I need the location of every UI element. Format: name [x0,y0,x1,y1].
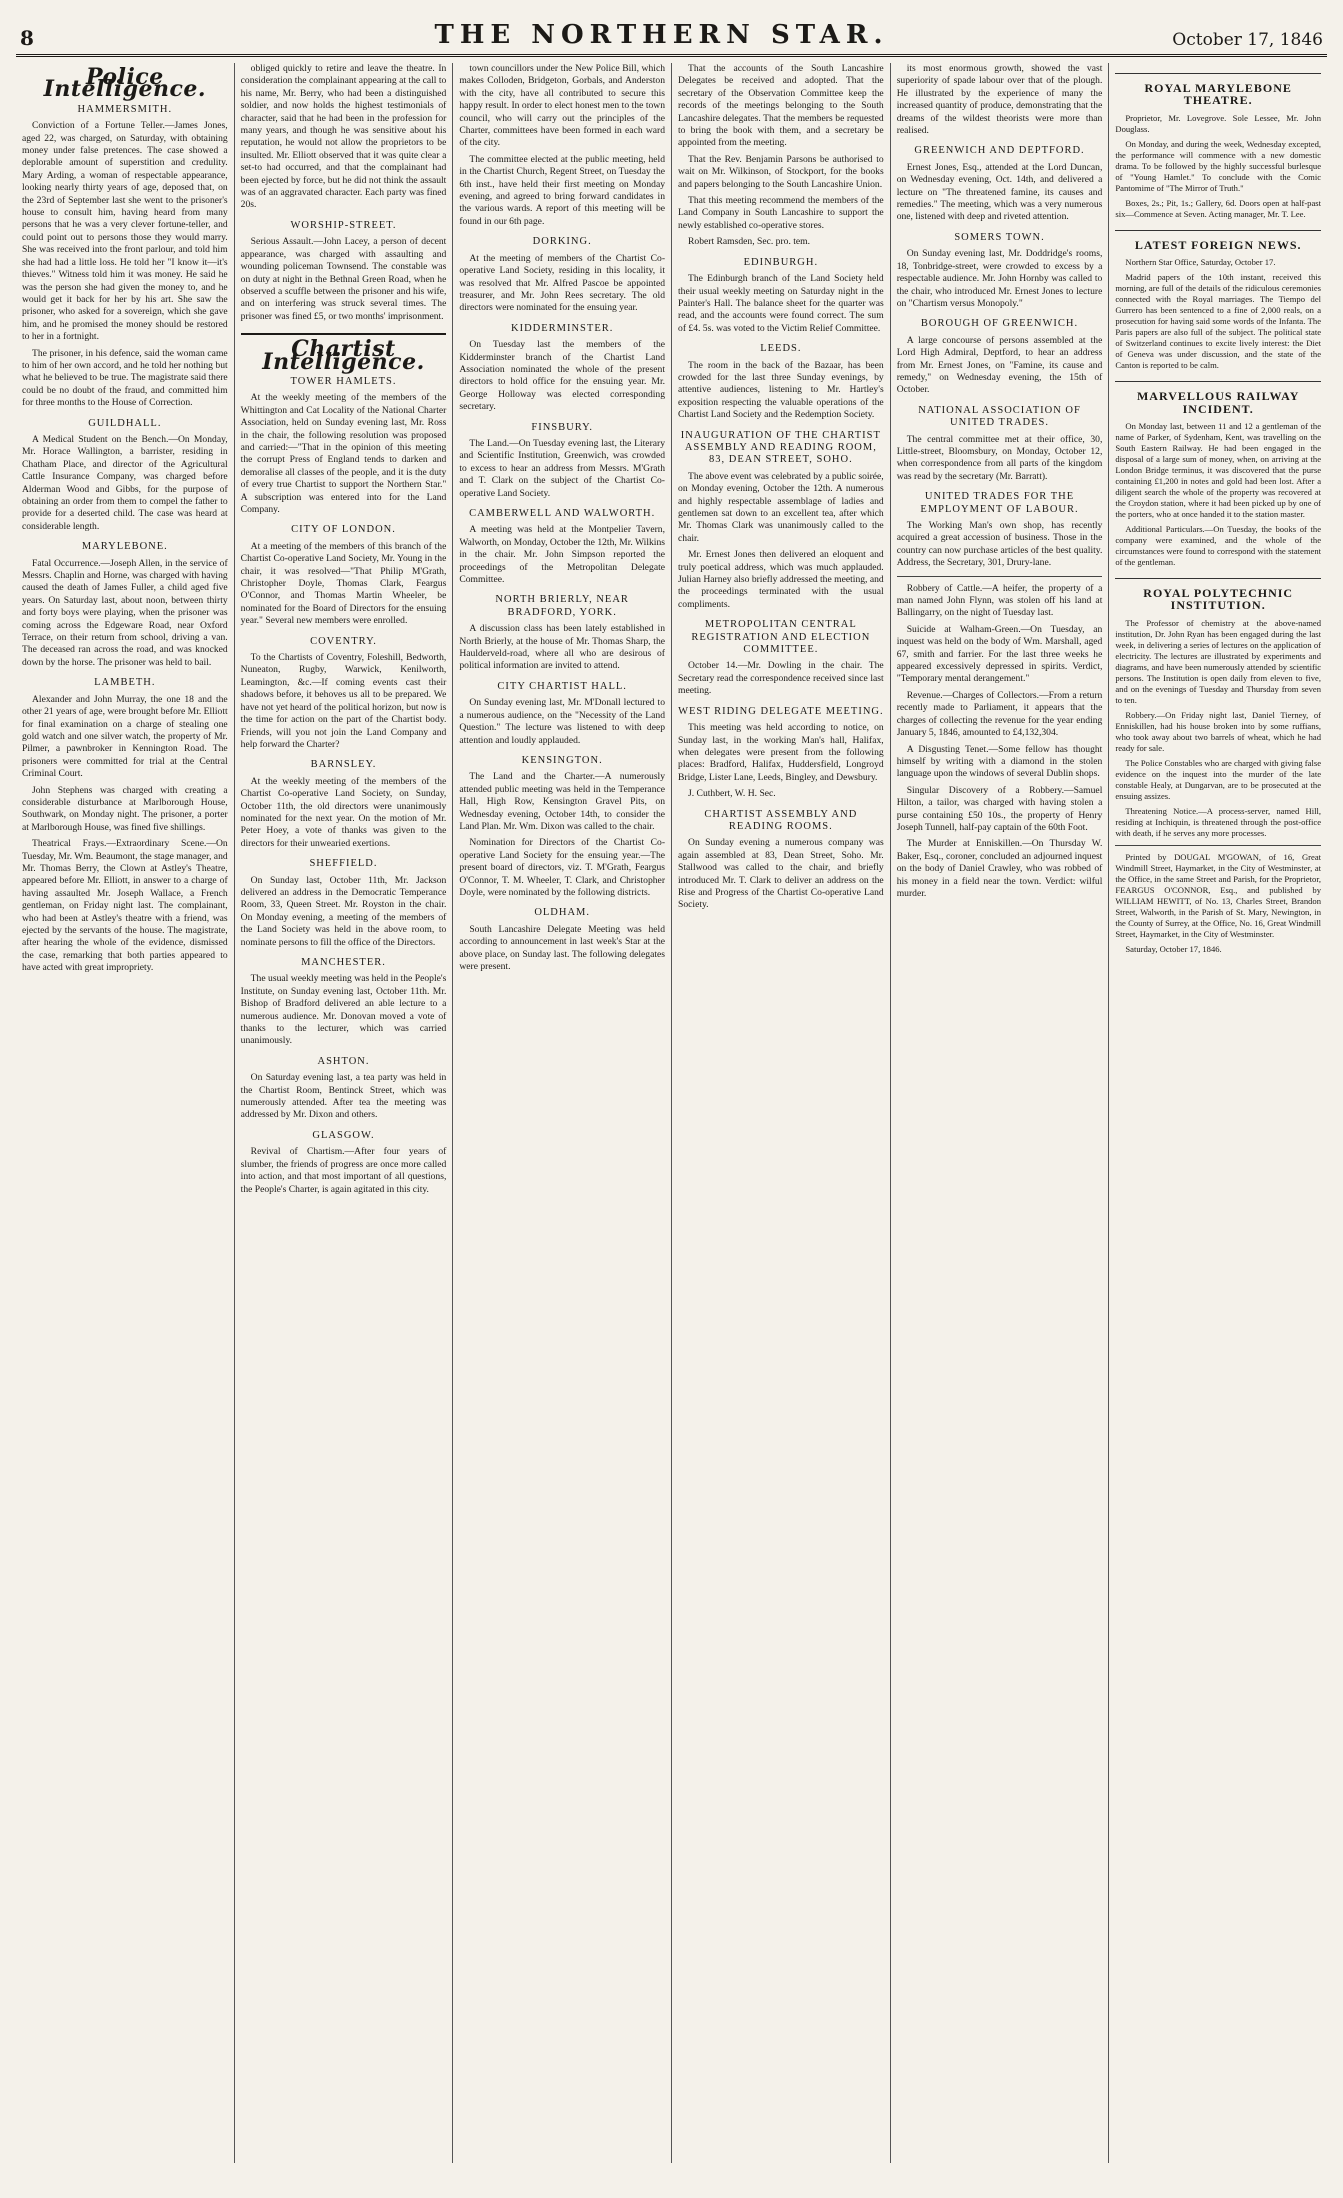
small-paragraph: Saturday, October 17, 1846. [1125,943,1222,954]
article-paragraph: The Land and the Charter.—A numerously attended public meeting was held in the Temperance Hall, High Row, Kensington Gravel Pits, on Wednesday evening, October 14th, to consider the Land Plan. Mr. Wm. Dixon was called to the chair. [459,771,666,832]
page-number: 8 [20,26,34,50]
article-paragraph: That this meeting recommend the members of the Land Company in South Lancashire to support the newly established co-operative stores. [678,195,884,231]
article-heading: GLASGOW. [312,1129,375,1141]
article-heading: GUILDHALL. [88,417,162,429]
article-heading: EDINBURGH. [743,256,819,268]
article-heading: MANCHESTER. [301,957,386,968]
article-paragraph: On Sunday evening last, Mr. M'Donall lectured to a numerous audience, on the "Necessity of the Land Question." The lecture was listened to with deep attention and loudly applauded. [459,697,666,746]
article-paragraph: On Saturday evening last, a tea party was held in the Chartist Room, Bentinck Street, which was numerously attended. After tea the meeting was addressed by Mr. Dixon and others. [240,1072,447,1121]
box-heading: LATEST FOREIGN NEWS. [1115,230,1321,251]
small-paragraph: Proprietor, Mr. Lovegrove. Sole Lessee, Mr. John Douglass. [1115,112,1322,134]
article-heading: MARYLEBONE. [81,541,168,553]
article-paragraph: Revival of Chartism.—After four years of slumber, the friends of progress are once more called into action, and that most important of all questions, the People's Charter, is again agitated in this city. [240,1146,447,1195]
article-paragraph: At the meeting of members of the Chartist Co-operative Land Society, residing in this locality, it was resolved that Mr. Alfred Pascoe be appointed treasurer, and Mr. John Rees secretary. The old directors were nominated for the ensuing year. [459,252,666,314]
article-paragraph: The central committee met at their office, 30, Little-street, Bloomsbury, on Monday, October 12, when correspondence from all parts of the kingdom was read by the secretary (Mr. Barratt). [896,433,1103,482]
article-paragraph: its most enormous growth, showed the vast superiority of spade labour over that of the plough. He illustrated by the experience of many the increased quantity of produce, demonstrating that the dreams of the wildest theorists were more than realised. [896,63,1103,137]
article-paragraph: Conviction of a Fortune Teller.—James Jones, aged 22, was charged, on Saturday, with obtaining money under false pretences. The case showed a deplorable amount of superstition and credulity. Mary Arding, a woman of respectable appearance, looking nearly thirty years of age, deposed that, on the 23rd of September last she went to the prisoner's house to consult him, having heard from many persons that he was a very clever fortune-teller, and could point out to persons those they would marry. She was received into the front parlour, and told him she had had a little loss. He told her "I know it—it's thieves." Witness told him it was money. He said he was the person she had given the money to, and he would get it back for her by his art. She saw the prisoner, who asked for a sovereign, which she gave him, and he promised the money should be restored to her in a fortnight. [22,120,228,343]
article-heading: SOMERS TOWN. [954,231,1045,243]
column-1 [16,63,235,2163]
small-paragraph: The Police Constables who are charged with giving false evidence on the inquest into the murder of the late constable Healy, at Dungarvan, are to be prosecuted at the ensuing assizes. [1115,757,1322,801]
article-paragraph: The committee elected at the public meeting, held in the Chartist Church, Regent Street, on Tuesday the 6th inst., have held their first meeting on Monday evening, and agreed to bring forward candidates in the various wards. A report of this meeting will be found in our 6th page. [459,153,666,227]
article-heading: OLDHAM. [534,907,591,919]
article-heading: METROPOLITAN CENTRAL REGISTRATION AND ELECTION COMMITTEE. [691,619,871,656]
article-paragraph: The room in the back of the Bazaar, has been crowded for the last three Sunday evenings, by attentive audiences, listening to Mr. Hartley's exposition respecting the valuable operations of the Chartist Land Society and the Redemption Society. [678,359,884,421]
article-paragraph: On Tuesday last the members of the Kidderminster branch of the Chartist Land Association nominated the whole of the present directors to hold office for the ensuing year. Mr. George Holloway was elected corresponding secretary. [459,339,666,413]
article-paragraph: That the Rev. Benjamin Parsons be authorised to wait on Mr. Wilkinson, of Stockport, for the books and papers belonging to the South Lancashire Union. [678,153,884,190]
article-heading: CAMBERWELL AND WALWORTH. [469,508,656,519]
box-heading: ROYAL MARYLEBONE THEATRE. [1115,73,1321,107]
article-heading: GREENWICH AND DEPTFORD. [914,145,1085,157]
column-4 [672,63,891,2163]
box-heading: ROYAL POLYTECHNIC INSTITUTION. [1115,578,1321,612]
small-paragraph: Additional Particulars.—On Tuesday, the books of the company were examined, and the whole of the circumstances were found to correspond with the statement of the gentleman. [1115,524,1322,568]
article-paragraph: obliged quickly to retire and leave the theatre. In consideration the complainant appearing at the call to his name, Mr. Berry, who had been a distinguished soldier, and now holds the highest testimonials of character, said that he had been in the profession for many years, and though he was sensitive about his reputation, he would not allow the proprietors to be insulted. Mr. Elliott observed that it was quite clear a set-to had occurred, and that the complainant had been ejected by force, but he did not think the assault was of an aggravated character. Each party was fined 20s. [240,63,447,211]
small-paragraph: Madrid papers of the 10th instant, received this morning, are full of the details of the ridiculous ceremonies connected with the Royal marriages. The Tiempo del Gurrero has been sentenced to a fine of 2,000 reals, on a prosecution for having said some words of the Infanta. The Paris papers are also full of the subject. The political state of Switzerland continues to excite lively interest: the Diet of Geneva was under discussion, and the state of the Canton is reported to be calm. [1115,272,1322,371]
article-paragraph: The above event was celebrated by a public soirée, on Monday evening, October the 12th. A numerous and highly respectable assemblage of ladies and gentlemen sat down to an excellent tea, after which Mr. Thomas Clark was unanimously called to the chair. [678,470,884,544]
small-paragraph: Northern Star Office, Saturday, October 17. [1125,257,1276,268]
article-heading: NORTH BRIERLY, NEAR BRADFORD, YORK. [495,594,629,618]
section-heading: Police Intelligence. [43,64,207,103]
issue-date: October 17, 1846 [1172,30,1323,50]
article-paragraph: On Sunday evening a numerous company was again assembled at 83, Dean Street, Soho. Mr. Stallwood was called to the chair, and briefly introduced Mr. T. Clark to deliver an address on the Rise and Progress of the Chartist Co-operative Land Society. [678,837,884,911]
small-paragraph: On Monday, and during the week, Wednesday excepted, the performance will commence with a new domestic drama. To be followed by the highly successful burlesque of "Young Hamlet." To conclude with the Comic Pantomime of "The Mirror of Truth." [1115,138,1322,193]
article-paragraph: That the accounts of the South Lancashire Delegates be received and adopted. That the secretary of the Observation Committee keep the records of the meetings belonging to the South Lancashire delegates. That the members be requested to bring the book with them, and a secretary be appointed from the meeting. [678,63,884,149]
article-heading: WORSHIP-STREET. [290,219,397,231]
article-heading: LAMBETH. [94,677,156,689]
article-heading: CITY CHARTIST HALL. [497,680,627,692]
article-heading: DORKING. [532,236,592,248]
article-paragraph: Theatrical Frays.—Extraordinary Scene.—On Tuesday, Mr. Wm. Beaumont, the stage manager, and Mr. Thomas Berry, the Clown at Astley's Theatre, appeared before Mr. Elliott, in answer to a charge of having assaulted Mr. Joseph Wallace, a French gentleman, on Friday night last. The complainant, who had been at Astley's theatre with a friend, was ejected by the servants of the house. The magistrate, after hearing the whole of the evidence, dismissed the case, remarking that both parties appeared to have acted with great impropriety. [22,838,228,974]
article-paragraph: Revenue.—Charges of Collectors.—From a return recently made to Parliament, it appears that the charges of collecting the revenue for the year ending January 5, 1846, amounted to £4,132,304. [896,689,1103,739]
article-paragraph: The Edinburgh branch of the Land Society held their usual weekly meeting on Saturday night in the Painter's Hall. The balance sheet for the quarter was read, and the accounts were found correct. The sum of £4. 5s. was voted to the Victim Relief Committee. [678,273,884,334]
article-heading: CITY OF LONDON. [291,524,396,536]
article-heading: SHEFFIELD. [309,858,378,870]
article-heading: KENSINGTON. [521,754,603,766]
article-heading: ASHTON. [317,1055,370,1067]
article-heading: TOWER HAMLETS. [290,375,397,387]
article-paragraph: At the weekly meeting of the members of the Chartist Co-operative Land Society, on Sunday, October 11th, the old directors were unanimously nominated for the next year. On the motion of Mr. Peter Hoey, a vote of thanks was given to the directors for their unwearied exertions. [240,775,447,849]
article-paragraph: At a meeting of the members of this branch of the Chartist Co-operative Land Society, Mr. Young in the chair, it was resolved—"That Philip M'Grath, Christopher Doyle, Thomas Clark, Feargus O'Connor, and Thomas Martin Wheeler, be nominated for the Board of Directors for the ensuing year." Several new members were enrolled. [240,540,447,627]
small-paragraph: The Professor of chemistry at the above-named institution, Dr. John Ryan has been engaged during the last week, in delivering a series of lectures on the application of electricity. The lectures are illustrated by experiments and diagrams, and have been numerously attended by scientific persons. The Institution is open daily from eleven to five, and on the evenings of Tuesday and Thursday from seven to ten. [1115,617,1322,705]
article-paragraph: Suicide at Walham-Green.—On Tuesday, an inquest was held on the body of Wm. Marshall, aged 67, smith and farrier. For the last three weeks he appeared excessively depressed in spirits. Verdict, "Temporary mental derangement." [896,623,1103,685]
article-paragraph: To the Chartists of Coventry, Foleshill, Bedworth, Nuneaton, Rugby, Warwick, Kenilworth, Leamington, &c.—If coming events cast their shadows before, it behoves us all to be prepared. We have not yet heard of the political horizon, but now is the time for action on the part of the Chartist body. Friends, will you not join the Land Company and help forward the Charter? [240,652,447,750]
article-paragraph: A Medical Student on the Bench.—On Monday, Mr. Horace Wallington, a barrister, residing in Chatham Place, and director of the Agricultural Cattle Insurance Company, was charged before Alderman Wood and Gibbs, for the purpose of obtaining an order from them to compel the father to provide for a deserted child. The case was heard at considerable length. [22,433,228,532]
article-paragraph: Nomination for Directors of the Chartist Co-operative Land Society for the ensuing year.—The present board of directors, viz. T. M'Grath, Feargus O'Connor, T. M. Wheeler, T. Clark, and Christopher Doyle, were nominated by the following districts. [459,837,666,898]
small-paragraph: Robbery.—On Friday night last, Daniel Tierney, of Enniskillen, had his house broken into by some ruffians, who took away about two barrels of wheat, which he had ready for sale. [1115,709,1322,753]
divider [897,576,1103,577]
article-paragraph: The prisoner, in his defence, said the woman came to him of her own accord, and he told her nothing but what he believed to be true. The magistrate said there could be no doubt of the fraud, and committed him for three months to the House of Correction. [22,347,228,409]
article-heading: COVENTRY. [310,635,377,647]
article-paragraph: Robert Ramsden, Sec. pro. tem. [688,236,811,248]
article-heading: LEEDS. [760,343,802,355]
masthead [16,12,1327,57]
article-paragraph: John Stephens was charged with creating a considerable disturbance at Marlborough House, Southwark, on Monday night. The prisoner, a porter at Marlborough House, was fined five shillings. [22,784,228,833]
article-paragraph: A meeting was held at the Montpelier Tavern, Walworth, on Monday, October the 12th, Mr. Wilkins in the chair. Mr. John Simpson reported the proceedings of the Metropolitan Delegate Committee. [459,524,666,586]
article-paragraph: A discussion class has been lately established in North Brierly, at the house of Mr. Thomas Sharp, the Haulderveld-road, where all who are desirous of political information are invited to attend. [459,623,666,672]
divider [1115,845,1321,846]
article-paragraph: Singular Discovery of a Robbery.—Samuel Hilton, a tailor, was charged with having stolen a purse containing £50 10s., the property of Henry Joseph Tunnell, half-pay captain of the 60th Foot. [896,784,1103,833]
article-paragraph: The Murder at Enniskillen.—On Thursday W. Baker, Esq., coroner, concluded an adjourned inquest on the body of Daniel Crawley, who was robbed of his money in a field near the town. Verdict: wilful murder. [896,838,1103,899]
article-paragraph: October 14.—Mr. Dowling in the chair. The Secretary read the correspondence received since last meeting. [678,660,884,697]
article-paragraph: A large concourse of persons assembled at the Lord High Admiral, Deptford, to hear an address from Mr. Ernest Jones, on "Famine, its cause and remedy," on Wednesday evening, the 15th of October. [896,334,1103,396]
small-paragraph: On Monday last, between 11 and 12 a gentleman of the name of Parker, of Sydenham, Kent, was travelling on the South Eastern Railway. He had been engaged in the disposal of a large sum of money, when, on arriving at the London Bridge terminus, it was discovered that the purse containing £1,200 in notes and gold had been lost. After a diligent search the whole of the property was recovered at the Croydon station, where it had been picked up by one of the porters, who at once handed it to the station master. [1115,421,1322,520]
article-paragraph: Serious Assault.—John Lacey, a person of decent appearance, was charged with assaulting and wounding policeman Townsend. The constable was on duty at night in the Bethnal Green Road, when he observed a scuffle between the prisoner and his wife, and on interfering was struck several times. The prisoner was fined £5, or two months' imprisonment. [240,236,447,322]
article-paragraph: The Land.—On Tuesday evening last, the Literary and Scientific Institution, Greenwich, was crowded to excess to hear an address from Messrs. M'Grath and T. Clark on the subject of the Chartist Co-operative Land Society. [459,437,666,499]
newspaper-page [16,12,1327,2170]
article-paragraph: The usual weekly meeting was held in the People's Institute, on Sunday evening last, October 11th. Mr. Bishop of Bradford delivered an able lecture to a numerous audience. Mr. Donovan moved a vote of thanks to the lecturer, which was carried unanimously. [240,973,447,1047]
article-heading: FINSBURY. [531,421,593,433]
article-paragraph: Robbery of Cattle.—A heifer, the property of a man named John Flynn, was stolen off his land at Ballingarry, on the night of Tuesday last. [896,582,1103,619]
article-heading: KIDDERMINSTER. [510,322,614,334]
column-3 [453,63,672,2163]
article-paragraph: town councillors under the New Police Bill, which makes Colloden, Bridgeton, Gorbals, and Anderston with the city, have all contributed to secure this happy result. In order to elect honest men to the town council, who will carry out the principles of the Charter, committees have been formed in each ward of the city. [459,63,666,149]
article-heading: HAMMERSMITH. [77,103,173,115]
article-paragraph: Ernest Jones, Esq., attended at the Lord Duncan, on Wednesday evening, Oct. 14th, and delivered a lecture on "The threatened famine, its causes and remedies." The meeting, which was a very numerous one, listened with deep and riveted attention. [896,161,1103,223]
article-heading: UNITED TRADES FOR THE EMPLOYMENT OF LABOUR. [920,491,1079,515]
column-5 [891,63,1110,2163]
article-paragraph: At the weekly meeting of the members of the Whittington and Cat Locality of the National Charter Association, held on Sunday evening last, Mr. Ross in the chair, the following resolution was proposed and carried:—"That in the opinion of this meeting the corrupt Press of England tends to darken and demoralise all classes of the people, and it is the duty of every true Chartist to support the Northern Star." A subscription was entered into for the Land Company. [240,392,447,515]
small-paragraph: Threatening Notice.—A process-server, named Hill, residing at Inchiquin, is threatened through the post-office with death, if he serves any more processes. [1115,805,1322,838]
column-2 [235,63,454,2163]
columns [16,63,1327,2163]
article-heading: BOROUGH OF GREENWICH. [920,318,1079,330]
article-heading: WEST RIDING DELEGATE MEETING. [678,705,884,717]
column-6 [1109,63,1327,2163]
article-heading: CHARTIST ASSEMBLY AND READING ROOMS. [704,808,858,832]
article-heading: INAUGURATION OF THE CHARTIST ASSEMBLY AND READING ROOM, 83, DEAN STREET, SOHO. [680,429,881,466]
newspaper-title: THE NORTHERN STAR. [434,20,889,50]
box-heading: MARVELLOUS RAILWAY INCIDENT. [1115,381,1321,415]
article-paragraph: On Sunday last, October 11th, Mr. Jackson delivered an address in the Democratic Temperance Room, 33, Queen Street. Mr. Royston in the chair. On Monday evening, a meeting of the members of the Land Society was held in the above room, to nominate persons to fill the office of the Directors. [240,874,447,948]
section-heading: Chartist Intelligence. [241,333,447,368]
article-paragraph: Fatal Occurrence.—Joseph Allen, in the service of Messrs. Chaplin and Horne, was charged with having caused the death of James Fuller, a child aged five years. On Saturday last, about noon, between thirty and forty boys were playing, when the prisoner was coming across the Edgeware Road, near Oxford Terrace, on their return from school, driving a van. The deceased ran across the road, and was knocked down by the horse. The prisoner was held to bail. [22,557,228,668]
article-paragraph: On Sunday evening last, Mr. Doddridge's rooms, 18, Tonbridge-street, were crowded to excess by a respectable audience. Mr. John Hornby was called to the chair, who introduced Mr. Ernest Jones to lecture on "Chartism versus Monopoly." [896,248,1103,309]
article-heading: BARNSLEY. [310,759,377,771]
article-paragraph: South Lancashire Delegate Meeting was held according to announcement in last week's Star at the above place, on Sunday last. The following delegates were present. [459,923,666,972]
article-paragraph: Mr. Ernest Jones then delivered an eloquent and truly poetical address, which was much applauded. Julian Harney also briefly addressed the meeting, and the proceedings terminated with the usual compliments. [678,549,884,610]
article-heading: NATIONAL ASSOCIATION OF UNITED TRADES. [918,404,1081,429]
article-paragraph: The Working Man's own shop, has recently acquired a great accession of business. Those in the country can now purchase articles of the best quality. Address, the Secretary, 301, Drury-lane. [896,520,1103,569]
article-paragraph: Alexander and John Murray, the one 18 and the other 21 years of age, were brought before Mr. Elliott for final examination on a charge of stealing one gold watch and one silver watch, the property of Mr. Pilmer, a pawnbroker in Kennington Road. The prisoners were committed for trial at the Central Criminal Court. [22,693,228,780]
small-paragraph: Printed by DOUGAL M'GOWAN, of 16, Great Windmill Street, Haymarket, in the City of Westminster, at the Office, in the same Street and Parish, for the Proprietor, FEARGUS O'CONNOR, Esq., and published by WILLIAM HEWITT, of No. 13, Charles Street, Brandon Street, Walworth, in the Parish of St. Mary, Newington, in the County of Surrey, at the Office, No. 16, Great Windmill Street, Haymarket, in the City of Westminster. [1115,851,1322,939]
article-paragraph: J. Cuthbert, W. H. Sec. [688,788,776,800]
article-paragraph: This meeting was held according to notice, on Sunday last, in the working Man's hall, Halifax, when delegates were present from the following places: Bradford, Halifax, Huddersfield, Longroyd Bridge, Lister Lane, Leeds, Bingley, and Dewsbury. [678,722,884,783]
small-paragraph: Boxes, 2s.; Pit, 1s.; Gallery, 6d. Doors open at half-past six—Commence at Seven. Acting manager, Mr. T. Lee. [1115,197,1322,219]
article-paragraph: A Disgusting Tenet.—Some fellow has thought himself by writing with a diamond in the stolen language upon the windows of several Dublin shops. [896,743,1103,780]
